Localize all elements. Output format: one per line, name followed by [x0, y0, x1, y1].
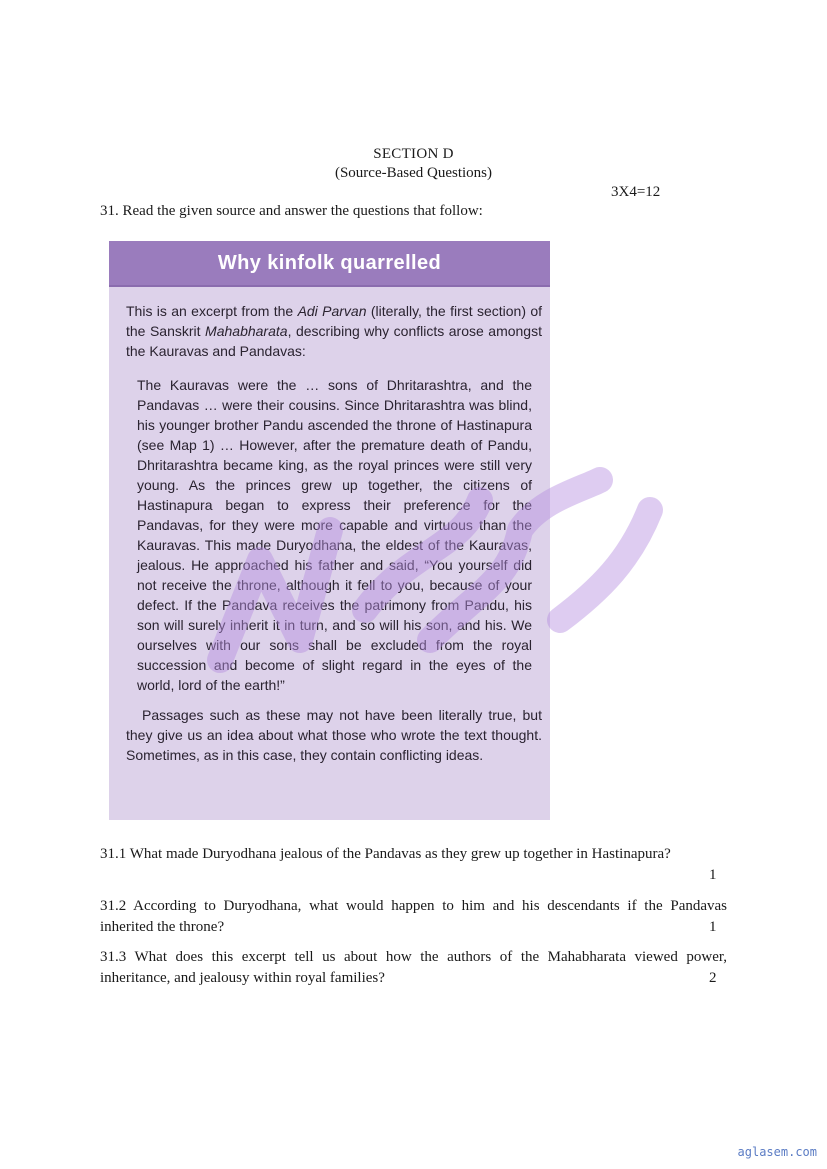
- subquestion-text: 31.1 What made Duryodhana jealous of the Pandavas as they grew up together in Hastinapura?: [100, 846, 671, 862]
- subquestion-31-1: [100, 844, 727, 883]
- section-marks: 3X4=12: [611, 184, 661, 200]
- section-title: SECTION D: [373, 146, 454, 162]
- source-closing: Passages such as these may not have been literally true, but they give us an idea about what those who wrote the text thought. Sometimes, as in this case, they contain conflicting ideas.: [126, 707, 542, 763]
- subquestion-31-2: [100, 896, 727, 938]
- source-body: [109, 287, 550, 765]
- source-box: [109, 241, 550, 820]
- source-quote: The Kauravas were the … sons of Dhritarashtra, and the Pandavas … were their cousins. Since Dhritarashtra was blind, his younger brother Pandu ascended the throne of Hastinapura (see Map 1) … However, after the premature death of Pandu, Dhritarashtra became king, as the royal princes were still very young. As the princes grew up together, the citizens of Hastinapura began to express their preference for the Pandavas, for they were more capable and virtuous than the Kauravas. This made Duryodhana, the eldest of the Kauravas, jealous. He approached his father and said, “You yourself did not receive the throne, although it fell to you, because of your defect. If the Pandava receives the patrimony from Pandu, his son will surely inherit it in turn, and so will his son, and his. We ourselves with our sons shall be excluded from the royal succession and become of slight regard in the eyes of the world, lord of the earth!”: [137, 377, 532, 693]
- subquestion-marks: 1: [709, 867, 717, 883]
- section-subtitle: (Source-Based Questions): [334, 165, 493, 181]
- footer-link[interactable]: aglasem.com: [737, 1145, 817, 1159]
- source-intro: This is an excerpt from the Adi Parvan (literally, the first section) of the Sanskrit Mahabharata, describing why conflicts arose amongst the Kauravas and Pandavas:: [126, 303, 542, 359]
- source-heading: Why kinfolk quarrelled: [109, 241, 550, 287]
- subquestion-marks: 2: [709, 970, 717, 986]
- subquestion-text: 31.3 What does this excerpt tell us about how the authors of the Mahabharata viewed power, inheritance, and jealousy within royal families?: [100, 949, 727, 986]
- subquestion-31-3: [100, 947, 727, 989]
- subquestion-text: 31.2 According to Duryodhana, what would happen to him and his descendants if the Pandavas inherited the throne?: [100, 898, 727, 935]
- subquestion-marks: 1: [709, 919, 717, 935]
- question-intro: 31. Read the given source and answer the questions that follow:: [100, 203, 483, 219]
